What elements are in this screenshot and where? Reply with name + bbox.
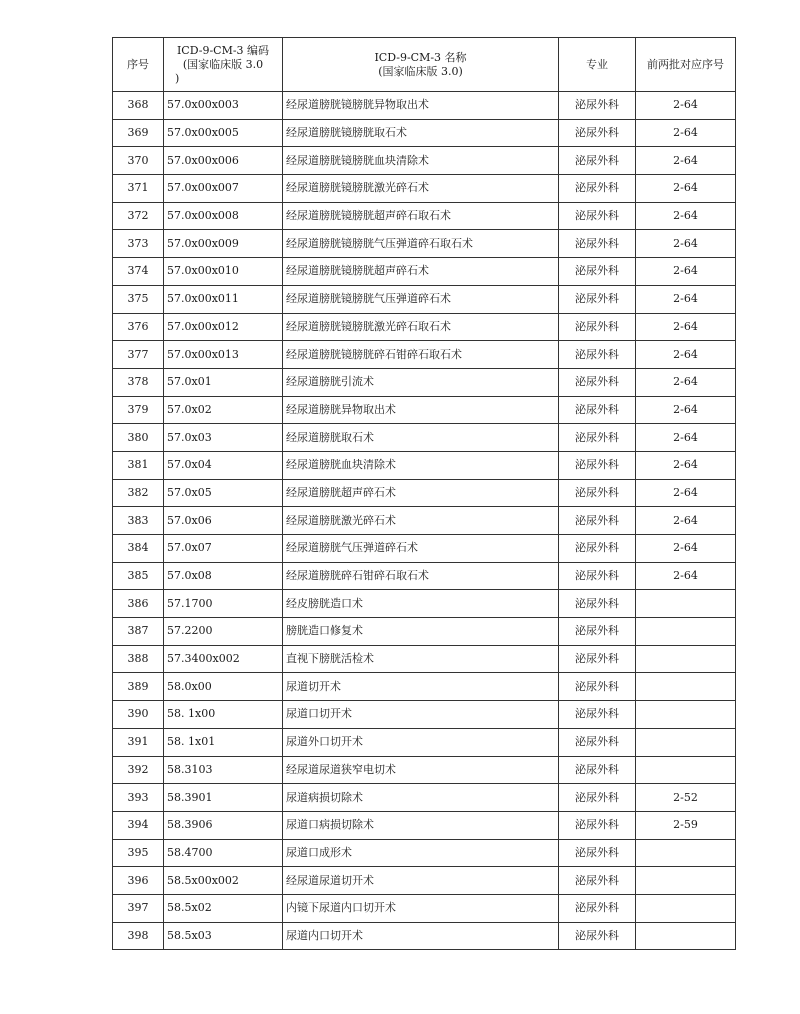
header-prev: 前两批对应序号 bbox=[636, 38, 736, 92]
cell-name: 经尿道膀胱镜膀胱激光碎石术 bbox=[283, 175, 559, 203]
cell-prev: 2-64 bbox=[636, 202, 736, 230]
cell-dept: 泌尿外科 bbox=[559, 756, 636, 784]
cell-no: 382 bbox=[113, 479, 164, 507]
header-name bbox=[283, 38, 559, 92]
cell-no: 397 bbox=[113, 894, 164, 922]
cell-prev: 2-64 bbox=[636, 92, 736, 120]
cell-name: 尿道口病损切除术 bbox=[283, 811, 559, 839]
cell-code: 57.0x00x005 bbox=[164, 119, 283, 147]
header-code bbox=[164, 38, 283, 92]
cell-code: 57.0x07 bbox=[164, 535, 283, 563]
table-row bbox=[113, 839, 736, 867]
cell-name: 经尿道膀胱镜膀胱取石术 bbox=[283, 119, 559, 147]
cell-dept: 泌尿外科 bbox=[559, 451, 636, 479]
table-row bbox=[113, 562, 736, 590]
cell-prev: 2-64 bbox=[636, 562, 736, 590]
cell-dept: 泌尿外科 bbox=[559, 867, 636, 895]
cell-prev bbox=[636, 839, 736, 867]
table-row bbox=[113, 507, 736, 535]
cell-prev bbox=[636, 618, 736, 646]
cell-dept: 泌尿外科 bbox=[559, 119, 636, 147]
table-row bbox=[113, 756, 736, 784]
cell-code: 58.4700 bbox=[164, 839, 283, 867]
cell-code: 57.0x00x011 bbox=[164, 285, 283, 313]
cell-dept: 泌尿外科 bbox=[559, 618, 636, 646]
cell-code: 57.2200 bbox=[164, 618, 283, 646]
cell-name: 尿道内口切开术 bbox=[283, 922, 559, 950]
cell-no: 390 bbox=[113, 701, 164, 729]
cell-code: 58.5x00x002 bbox=[164, 867, 283, 895]
cell-dept: 泌尿外科 bbox=[559, 313, 636, 341]
cell-prev: 2-64 bbox=[636, 451, 736, 479]
table-row bbox=[113, 922, 736, 950]
cell-name: 尿道口成形术 bbox=[283, 839, 559, 867]
cell-dept: 泌尿外科 bbox=[559, 894, 636, 922]
table-row bbox=[113, 175, 736, 203]
cell-dept: 泌尿外科 bbox=[559, 92, 636, 120]
table-row bbox=[113, 341, 736, 369]
cell-code: 57.0x00x010 bbox=[164, 258, 283, 286]
cell-name: 经尿道膀胱镜膀胱激光碎石取石术 bbox=[283, 313, 559, 341]
cell-code: 58.3906 bbox=[164, 811, 283, 839]
cell-no: 384 bbox=[113, 535, 164, 563]
cell-no: 376 bbox=[113, 313, 164, 341]
cell-no: 394 bbox=[113, 811, 164, 839]
cell-code: 58.5x03 bbox=[164, 922, 283, 950]
cell-prev: 2-64 bbox=[636, 368, 736, 396]
cell-code: 57.0x00x009 bbox=[164, 230, 283, 258]
cell-no: 387 bbox=[113, 618, 164, 646]
cell-prev bbox=[636, 728, 736, 756]
cell-name: 膀胱造口修复术 bbox=[283, 618, 559, 646]
cell-prev: 2-59 bbox=[636, 811, 736, 839]
table-row bbox=[113, 811, 736, 839]
cell-code: 57.0x03 bbox=[164, 424, 283, 452]
cell-code: 57.0x01 bbox=[164, 368, 283, 396]
cell-prev: 2-64 bbox=[636, 535, 736, 563]
cell-no: 378 bbox=[113, 368, 164, 396]
cell-code: 58.3901 bbox=[164, 784, 283, 812]
table-row bbox=[113, 368, 736, 396]
cell-name: 经尿道膀胱碎石钳碎石取石术 bbox=[283, 562, 559, 590]
table-row bbox=[113, 535, 736, 563]
table-row bbox=[113, 258, 736, 286]
cell-no: 371 bbox=[113, 175, 164, 203]
table-row bbox=[113, 701, 736, 729]
cell-no: 383 bbox=[113, 507, 164, 535]
cell-prev: 2-64 bbox=[636, 258, 736, 286]
cell-name: 尿道切开术 bbox=[283, 673, 559, 701]
header-code-line-3: ) bbox=[175, 71, 180, 85]
table-row bbox=[113, 202, 736, 230]
cell-no: 373 bbox=[113, 230, 164, 258]
cell-prev: 2-64 bbox=[636, 396, 736, 424]
cell-dept: 泌尿外科 bbox=[559, 728, 636, 756]
header-name-line-1: ICD-9-CM-3 名称 bbox=[374, 50, 467, 64]
cell-dept: 泌尿外科 bbox=[559, 368, 636, 396]
cell-name: 经尿道膀胱超声碎石术 bbox=[283, 479, 559, 507]
cell-name: 经尿道膀胱血块清除术 bbox=[283, 451, 559, 479]
cell-no: 377 bbox=[113, 341, 164, 369]
table-row bbox=[113, 119, 736, 147]
cell-dept: 泌尿外科 bbox=[559, 202, 636, 230]
cell-dept: 泌尿外科 bbox=[559, 839, 636, 867]
table-row bbox=[113, 728, 736, 756]
cell-prev: 2-64 bbox=[636, 313, 736, 341]
cell-dept: 泌尿外科 bbox=[559, 230, 636, 258]
cell-no: 381 bbox=[113, 451, 164, 479]
cell-dept: 泌尿外科 bbox=[559, 673, 636, 701]
cell-name: 经尿道膀胱气压弹道碎石术 bbox=[283, 535, 559, 563]
cell-no: 388 bbox=[113, 645, 164, 673]
cell-name: 经尿道尿道切开术 bbox=[283, 867, 559, 895]
table-row bbox=[113, 313, 736, 341]
cell-prev bbox=[636, 867, 736, 895]
cell-name: 尿道外口切开术 bbox=[283, 728, 559, 756]
table-row bbox=[113, 784, 736, 812]
procedure-table bbox=[112, 37, 736, 950]
cell-dept: 泌尿外科 bbox=[559, 175, 636, 203]
cell-code: 58.5x02 bbox=[164, 894, 283, 922]
table-body bbox=[113, 92, 736, 950]
cell-code: 58. 1x00 bbox=[164, 701, 283, 729]
cell-name: 经尿道膀胱镜膀胱异物取出术 bbox=[283, 92, 559, 120]
cell-prev: 2-64 bbox=[636, 147, 736, 175]
table-row bbox=[113, 590, 736, 618]
table-row bbox=[113, 285, 736, 313]
cell-no: 386 bbox=[113, 590, 164, 618]
cell-code: 58.0x00 bbox=[164, 673, 283, 701]
header-dept: 专业 bbox=[559, 38, 636, 92]
cell-prev bbox=[636, 673, 736, 701]
header-no: 序号 bbox=[113, 38, 164, 92]
table-row bbox=[113, 396, 736, 424]
cell-code: 57.3400x002 bbox=[164, 645, 283, 673]
cell-prev bbox=[636, 756, 736, 784]
cell-prev: 2-64 bbox=[636, 230, 736, 258]
cell-name: 内镜下尿道内口切开术 bbox=[283, 894, 559, 922]
cell-no: 392 bbox=[113, 756, 164, 784]
cell-code: 58.3103 bbox=[164, 756, 283, 784]
table-row bbox=[113, 230, 736, 258]
cell-dept: 泌尿外科 bbox=[559, 922, 636, 950]
cell-dept: 泌尿外科 bbox=[559, 562, 636, 590]
cell-name: 经尿道膀胱镜膀胱气压弹道碎石术 bbox=[283, 285, 559, 313]
header-code-line-1: ICD-9-CM-3 编码 bbox=[176, 43, 270, 57]
table-row bbox=[113, 424, 736, 452]
cell-dept: 泌尿外科 bbox=[559, 258, 636, 286]
table-row bbox=[113, 673, 736, 701]
cell-prev bbox=[636, 590, 736, 618]
cell-name: 经尿道膀胱异物取出术 bbox=[283, 396, 559, 424]
cell-no: 398 bbox=[113, 922, 164, 950]
cell-name: 直视下膀胱活检术 bbox=[283, 645, 559, 673]
cell-code: 57.0x00x003 bbox=[164, 92, 283, 120]
cell-dept: 泌尿外科 bbox=[559, 645, 636, 673]
cell-no: 389 bbox=[113, 673, 164, 701]
cell-name: 经尿道膀胱镜膀胱气压弹道碎石取石术 bbox=[283, 230, 559, 258]
cell-dept: 泌尿外科 bbox=[559, 784, 636, 812]
cell-code: 57.0x00x013 bbox=[164, 341, 283, 369]
cell-prev: 2-64 bbox=[636, 175, 736, 203]
cell-name: 经尿道膀胱取石术 bbox=[283, 424, 559, 452]
cell-dept: 泌尿外科 bbox=[559, 147, 636, 175]
cell-no: 374 bbox=[113, 258, 164, 286]
table-row bbox=[113, 867, 736, 895]
cell-prev bbox=[636, 645, 736, 673]
cell-prev: 2-64 bbox=[636, 285, 736, 313]
table-row bbox=[113, 618, 736, 646]
cell-dept: 泌尿外科 bbox=[559, 701, 636, 729]
table-row bbox=[113, 92, 736, 120]
table-row bbox=[113, 894, 736, 922]
cell-name: 经皮膀胱造口术 bbox=[283, 590, 559, 618]
table-header bbox=[113, 38, 736, 92]
cell-no: 396 bbox=[113, 867, 164, 895]
cell-code: 57.0x02 bbox=[164, 396, 283, 424]
cell-dept: 泌尿外科 bbox=[559, 590, 636, 618]
cell-dept: 泌尿外科 bbox=[559, 479, 636, 507]
cell-prev: 2-64 bbox=[636, 424, 736, 452]
cell-prev: 2-64 bbox=[636, 119, 736, 147]
cell-code: 57.0x00x007 bbox=[164, 175, 283, 203]
cell-prev: 2-64 bbox=[636, 479, 736, 507]
cell-prev: 2-64 bbox=[636, 507, 736, 535]
cell-prev: 2-52 bbox=[636, 784, 736, 812]
cell-prev: 2-64 bbox=[636, 341, 736, 369]
cell-name: 经尿道膀胱引流术 bbox=[283, 368, 559, 396]
cell-code: 57.0x05 bbox=[164, 479, 283, 507]
cell-code: 57.0x08 bbox=[164, 562, 283, 590]
cell-prev bbox=[636, 894, 736, 922]
cell-no: 385 bbox=[113, 562, 164, 590]
cell-dept: 泌尿外科 bbox=[559, 285, 636, 313]
cell-code: 57.0x00x012 bbox=[164, 313, 283, 341]
cell-dept: 泌尿外科 bbox=[559, 535, 636, 563]
table-row bbox=[113, 645, 736, 673]
cell-code: 57.1700 bbox=[164, 590, 283, 618]
cell-no: 368 bbox=[113, 92, 164, 120]
cell-name: 尿道口切开术 bbox=[283, 701, 559, 729]
cell-no: 375 bbox=[113, 285, 164, 313]
cell-code: 58. 1x01 bbox=[164, 728, 283, 756]
cell-no: 395 bbox=[113, 839, 164, 867]
cell-name: 经尿道膀胱镜膀胱超声碎石取石术 bbox=[283, 202, 559, 230]
table-row bbox=[113, 479, 736, 507]
cell-no: 391 bbox=[113, 728, 164, 756]
cell-name: 尿道病损切除术 bbox=[283, 784, 559, 812]
cell-code: 57.0x06 bbox=[164, 507, 283, 535]
cell-dept: 泌尿外科 bbox=[559, 396, 636, 424]
cell-prev bbox=[636, 922, 736, 950]
cell-no: 379 bbox=[113, 396, 164, 424]
cell-dept: 泌尿外科 bbox=[559, 341, 636, 369]
cell-no: 380 bbox=[113, 424, 164, 452]
cell-dept: 泌尿外科 bbox=[559, 507, 636, 535]
cell-name: 经尿道膀胱激光碎石术 bbox=[283, 507, 559, 535]
cell-code: 57.0x04 bbox=[164, 451, 283, 479]
cell-no: 372 bbox=[113, 202, 164, 230]
cell-no: 370 bbox=[113, 147, 164, 175]
cell-name: 经尿道膀胱镜膀胱碎石钳碎石取石术 bbox=[283, 341, 559, 369]
header-name-line-2: (国家临床版 3.0) bbox=[378, 64, 463, 78]
cell-no: 369 bbox=[113, 119, 164, 147]
cell-name: 经尿道尿道狭窄电切术 bbox=[283, 756, 559, 784]
cell-code: 57.0x00x006 bbox=[164, 147, 283, 175]
cell-dept: 泌尿外科 bbox=[559, 811, 636, 839]
cell-dept: 泌尿外科 bbox=[559, 424, 636, 452]
table-row bbox=[113, 147, 736, 175]
cell-name: 经尿道膀胱镜膀胱超声碎石术 bbox=[283, 258, 559, 286]
cell-prev bbox=[636, 701, 736, 729]
table-row bbox=[113, 451, 736, 479]
header-row bbox=[113, 38, 736, 92]
header-code-line-2: (国家临床版 3.0 bbox=[182, 57, 264, 71]
cell-name: 经尿道膀胱镜膀胱血块清除术 bbox=[283, 147, 559, 175]
cell-code: 57.0x00x008 bbox=[164, 202, 283, 230]
cell-no: 393 bbox=[113, 784, 164, 812]
